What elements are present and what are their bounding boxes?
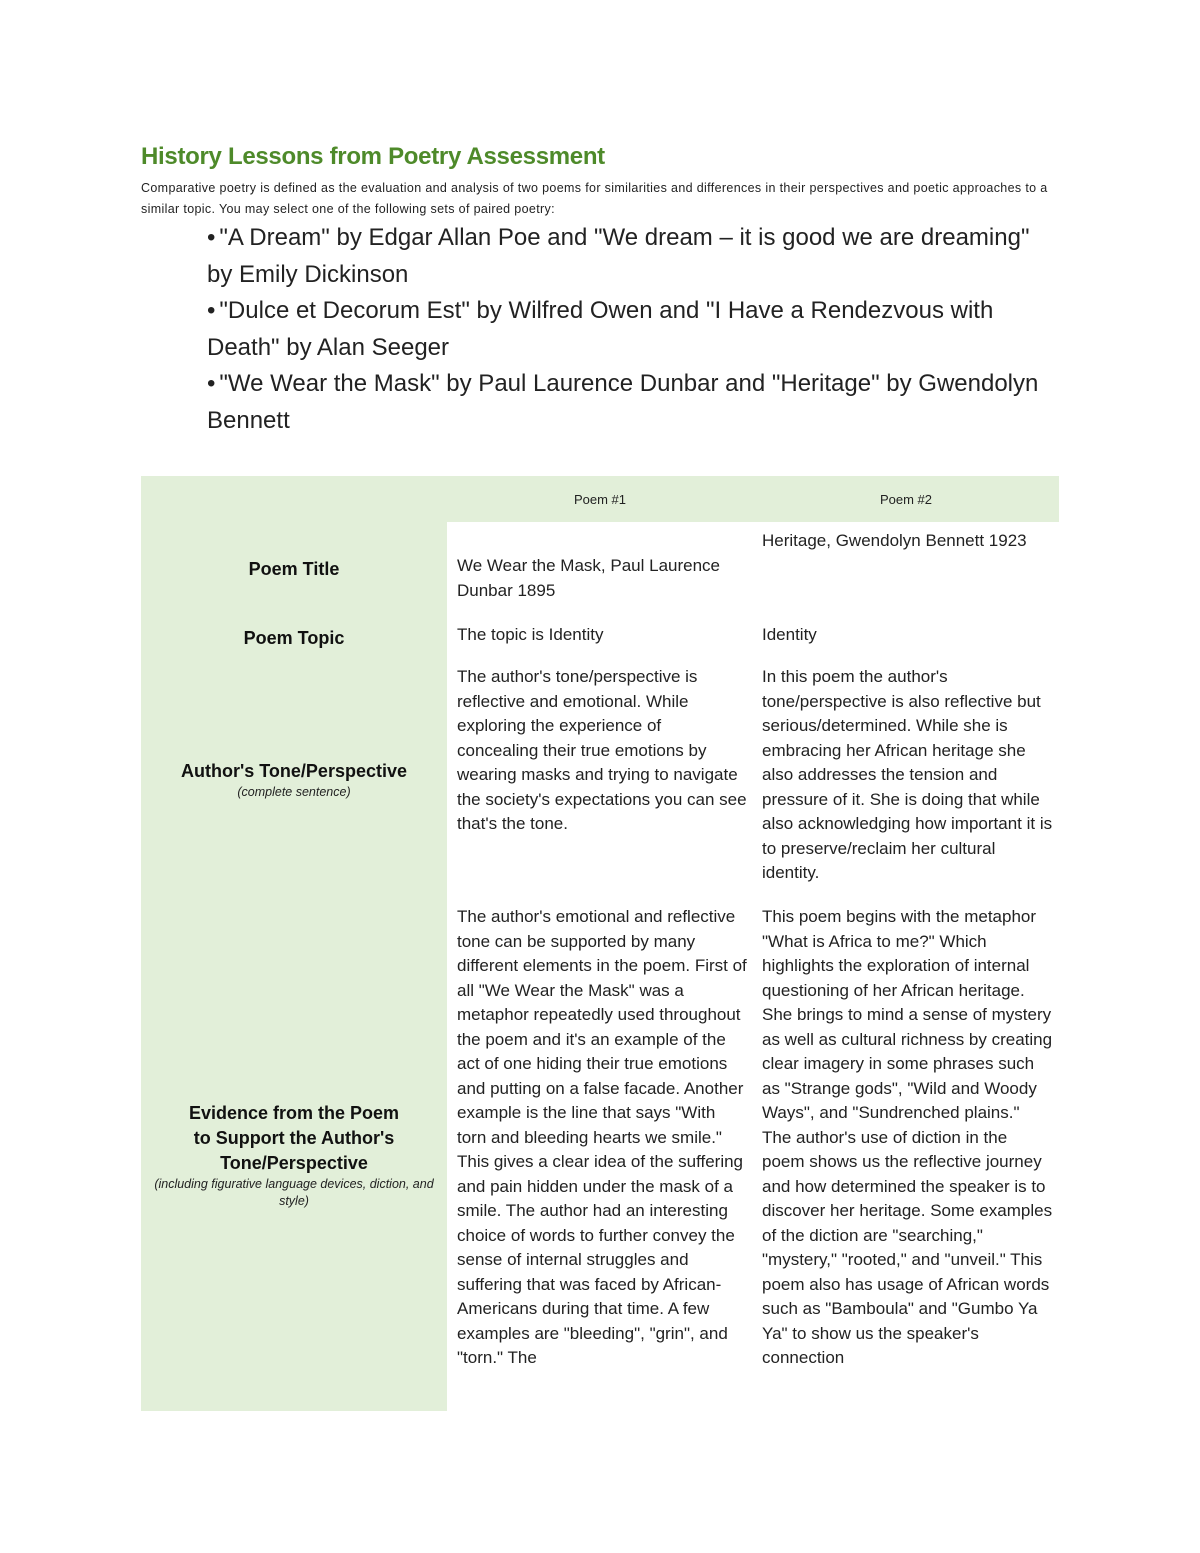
cell-poem-1 [447,616,753,660]
cell-text: Heritage, Gwendolyn Bennett 1923 [762,531,1027,550]
row-label-subtext: (complete sentence) [237,785,351,799]
cell-poem-2 [753,616,1059,660]
table-row [141,522,1059,616]
row-label [141,900,447,1411]
cell-poem-2 [753,660,1059,900]
document-page [141,140,1059,1367]
cell-text: The author's emotional and reflective tone can be supported by many different elements in the poem. First of all "We Wear the Mask" was a metaphor repeatedly used throughout the poem and it's an example of the act of one hiding their true emotions and putting on a false facade. Another example is the line that says "With torn and bleeding hearts we smile." This gives a clear idea of the suffering and pain hidden under the mask of a smile. The author had an interesting choice of words to further convey the sense of internal struggles and suffering that was faced by African-Americans during that time. A few examples are "bleeding", "grin", and "torn." The [457,907,747,1367]
cell-text: The author's tone/perspective is reflective and emotional. While exploring the experience of concealing their true emotions by wearing masks and trying to navigate the society's expectations you can see that's the tone. [457,667,747,833]
table-row [141,660,1059,900]
row-label-text: Author's Tone/Perspective [180,761,407,781]
cell-text: Identity [762,625,817,644]
cell-poem-1 [447,900,753,1411]
list-item: • "Dulce et Decorum Est" by Wilfred Owen and "I Have a Rendezvous with Death" by Alan Seeger [207,297,994,361]
list-item: • "We Wear the Mask" by Paul Laurence Dunbar and "Heritage" by Gwendolyn Bennett [207,370,1039,434]
poem-pairs-list [141,220,1059,439]
bullet-icon: • [207,297,216,324]
table-header-row [141,476,1059,522]
row-label-text: Evidence from the Poem to Support the Author's Tone/Perspective [188,1103,400,1173]
intro-paragraph: Comparative poetry is defined as the evaluation and analysis of two poems for similarities and differences in their perspectives and poetic approaches to a similar topic. You may select one of the following sets of paired poetry: [141,181,1048,216]
cell-text: In this poem the author's tone/perspective is also reflective but serious/determined. While she is embracing her African heritage she also addresses the tension and pressure of it. She is doing that while also acknowledging how important it is to preserve/reclaim her cultural identity. [762,667,1053,882]
header-poem-2: Poem #2 [753,476,1059,522]
document-title: History Lessons from Poetry Assessment [141,143,605,170]
row-label-subtext: (including figurative language devices, diction, and style) [154,1177,434,1208]
list-item: • "A Dream" by Edgar Allan Poe and "We dream – it is good we are dreaming" by Emily Dickinson [207,224,1030,288]
header-corner [141,476,447,522]
table-row [141,616,1059,660]
row-label-text: Poem Title [248,558,340,579]
bullet-icon: • [207,370,216,397]
table-row [141,900,1059,1411]
row-label [141,616,447,660]
cell-poem-2 [753,522,1059,616]
header-poem-1: Poem #1 [447,476,753,522]
row-label [141,522,447,616]
comparison-table [141,476,1059,1411]
cell-text: This poem begins with the metaphor "What is Africa to me?" Which highlights the exploration of internal questioning of her African heritage. She brings to mind a sense of mystery as well as cultural richness by creating clear imagery in some phrases such as "Strange gods", "Wild and Woody Ways", and "Sundrenched plains." The author's use of diction in the poem shows us the reflective journey and how determined the speaker is to discover her heritage. Some examples of the diction are "searching," "mystery," "rooted," and "unveil." This poem also has usage of African words such as "Bamboula" and "Gumbo Ya Ya" to show us the speaker's connection [762,907,1053,1367]
cell-poem-1 [447,522,753,616]
row-label-text: Poem Topic [243,627,345,648]
cell-text: The topic is Identity [457,625,604,644]
cell-poem-1 [447,660,753,900]
bullet-icon: • [207,224,216,251]
row-label [141,660,447,900]
cell-text: We Wear the Mask, Paul Laurence Dunbar 1895 [457,556,721,600]
cell-poem-2 [753,900,1059,1411]
